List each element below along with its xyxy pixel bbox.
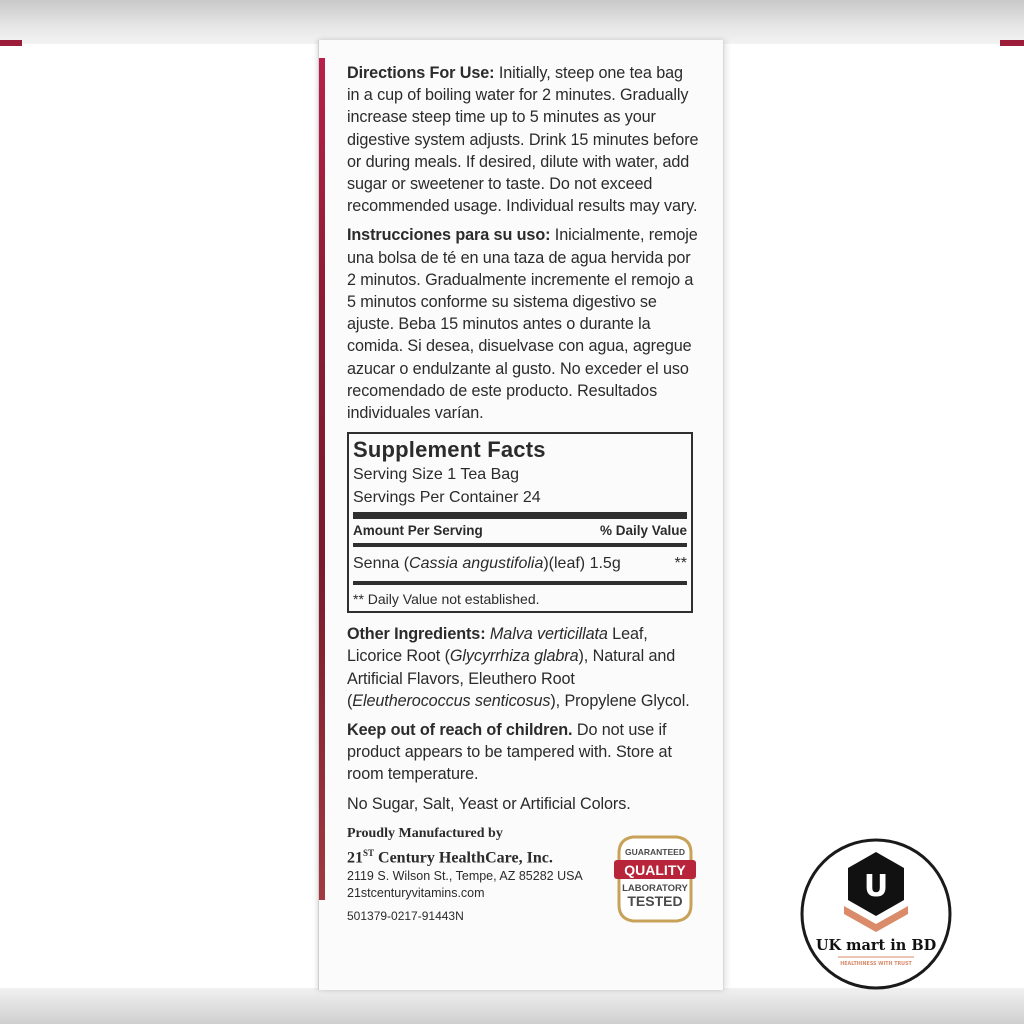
servings-per-container: Servings Per Container 24 [353,489,541,507]
directions-paragraph [347,62,699,217]
instrucciones-heading: Instrucciones para su uso: [347,226,551,245]
instrucciones-paragraph [347,224,699,424]
facts-mid-rule [353,543,687,547]
logo-store-name: UK mart in BD [815,937,937,954]
directions-heading: Directions For Use: [347,64,495,82]
manufacturer-label: Proudly Manufactured by [347,825,503,841]
ingredient-latin: Cassia angustifolia [409,555,544,573]
facts-thick-rule [353,512,687,519]
logo-letter: U [863,869,889,904]
daily-value-header: % Daily Value [599,523,687,539]
facts-bottom-rule [353,581,687,585]
facts-header-row [353,521,687,541]
ingredient-name: Senna ( [353,555,410,573]
ingredient-label [353,549,621,579]
warning-heading: Keep out of reach of children. [347,721,573,740]
panel-accent-stripe [319,58,325,900]
other-ingredients-text-2: ), Natural and Artificial Flavors, Eleuthero Root ( [347,647,676,710]
directions-text: Initially, steep one tea bag in a cup of boiling water for 2 minutes. Gradually increase steep time up to 5 minutes as your digestive system adjusts. Drink 15 minutes before or during meals. If desired, dilute with water, add sugar or sweetener to taste. Do not exceed recommended usage. Individual results may vary. [347,64,699,216]
other-ingredient-latin-3: Eleutherococcus senticosus [352,691,551,710]
product-side-panel [318,40,724,990]
other-ingredients-paragraph [347,623,699,712]
other-ingredients-text-3: ), Propylene Glycol. [550,691,690,710]
instrucciones-text: Inicialmente, remoje una bolsa de té en una taza de agua hervida por 2 minutos. Gradualmente incremente el remojo a 5 minutos conforme su sistema digestivo se ajuste. Beba 15 minutos antes o durante la comida. Si desea, disuelvase con agua, agregue azucar o endulzante al gusto. No exceder el uso recomendado de este producto. Resultados individuales varían. [347,226,698,423]
other-ingredient-latin-2: Glycyrrhiza glabra [449,647,579,666]
box-right-stripe [1000,40,1024,46]
store-logo [800,838,952,990]
manufacturer-website: 21stcenturyvitamins.com [347,886,485,901]
ingredient-amount: )(leaf) 1.5g [543,555,621,573]
manufacturer-name-rest: Century HealthCare, Inc. [374,849,553,867]
manufacturer-name-sup: ST [363,847,375,858]
badge-quality-text: QUALITY [624,861,686,878]
label-content [347,62,699,925]
other-ingredients-text-1: Leaf, Licorice Root ( [347,625,648,666]
logo-tagline: HEALTHINESS WITH TRUST [840,962,912,967]
manufacturer-block [347,825,699,925]
other-ingredient-latin-1: Malva verticillata [489,625,608,644]
serving-size: Serving Size 1 Tea Bag [353,466,520,484]
no-sugar-statement: No Sugar, Salt, Yeast or Artificial Colors. [347,794,631,813]
product-code: 501379-0217-91443N [347,909,464,924]
supplement-facts-box [347,432,693,613]
warning-paragraph [347,719,699,786]
warning-text: Do not use if product appears to be tampered with. Store at room temperature. [347,721,672,784]
supplement-facts-title: Supplement Facts [353,437,546,463]
ingredient-dv: ** [674,555,687,573]
facts-footnote: ** Daily Value not established. [353,591,540,608]
box-bottom-edge [0,988,1024,1024]
ingredient-row [353,549,687,579]
badge-guaranteed-text: GUARANTEED [625,846,685,857]
badge-laboratory-text: LABORATORY [622,882,688,894]
manufacturer-address: 2119 S. Wilson St., Tempe, AZ 85282 USA [347,869,583,884]
box-left-stripe [0,40,22,46]
badge-tested-text: TESTED [627,892,683,909]
quality-tested-badge-icon [611,833,699,925]
box-top-edge [0,0,1024,44]
amount-per-serving-header: Amount Per Serving [353,523,483,539]
manufacturer-name-prefix: 21 [347,849,363,867]
other-ingredients-heading: Other Ingredients: [347,625,486,644]
